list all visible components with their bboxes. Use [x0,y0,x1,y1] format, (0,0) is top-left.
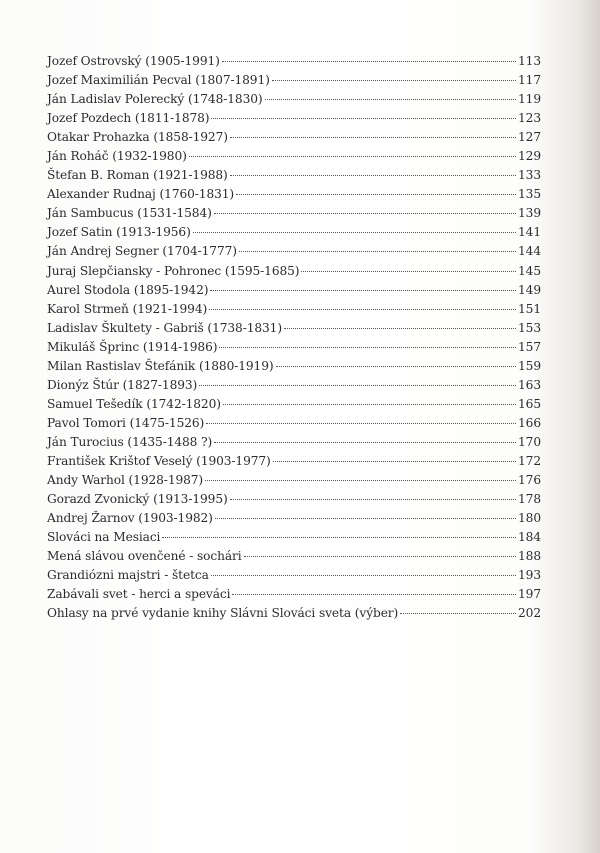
dot-leader [162,537,516,538]
toc-entry [47,302,541,321]
dot-leader [244,556,516,557]
dot-leader [230,137,516,138]
toc-entry-title: Jozef Satin (1913-1956) [47,225,191,240]
toc-entry-page-number: 176 [518,473,541,488]
toc-entry-title: Samuel Tešedík (1742-1820) [47,396,221,411]
toc-entry-page-number: 113 [518,54,541,68]
toc-entry-page-number: 123 [518,111,541,126]
toc-entry [47,130,541,149]
toc-entry-page-number: 117 [518,73,541,88]
dot-leader [215,518,516,519]
toc-entry [47,149,541,168]
toc-entry-page-number: 178 [518,492,541,507]
toc-entry [47,283,541,302]
toc-entry [47,397,541,416]
toc-entry [47,340,541,359]
toc-entry-title: Mená slávou ovenčené - sochári [47,549,242,564]
dot-leader [219,347,516,348]
toc-entry-title: František Krištof Veselý (1903-1977) [47,453,271,468]
toc-entry-page-number: 119 [518,92,541,107]
toc-entry-page-number: 165 [518,396,541,411]
dot-leader [230,175,516,176]
toc-entry [47,549,541,568]
toc-entry-title: Aurel Stodola (1895-1942) [47,282,209,297]
toc-entry-page-number: 188 [518,549,541,564]
toc-entry [47,168,541,187]
dot-leader [236,194,516,195]
toc-entry [47,606,541,625]
dot-leader [239,251,516,252]
dot-leader [301,271,516,272]
toc-entry-page-number: 129 [518,149,541,164]
toc-entry [47,511,541,530]
toc-entry-page-number: 180 [518,511,541,526]
dot-leader [400,613,516,614]
toc-entry-title: Ján Ladislav Polerecký (1748-1830) [47,92,263,107]
toc-entry-title: Andy Warhol (1928-1987) [47,473,204,488]
toc-entry-page-number: 139 [518,206,541,221]
toc-entry-title: Jozef Ostrovský (1905-1991) [47,54,220,68]
toc-entry [47,187,541,206]
toc-entry-page-number: 193 [518,568,541,583]
dot-leader [199,385,516,386]
dot-leader [211,575,516,576]
dot-leader [205,480,516,481]
toc-entry [47,244,541,263]
toc-entry-page-number: 163 [518,377,541,392]
toc-entry-page-number: 149 [518,282,541,297]
toc-entry-page-number: 197 [518,587,541,602]
dot-leader [223,404,516,405]
toc-entry [47,530,541,549]
toc-entry-title: Grandiózni majstri - štetca [47,568,209,583]
toc-entry [47,321,541,340]
dot-leader [214,442,516,443]
toc-entry [47,378,541,397]
dot-leader [211,118,516,119]
toc-entry-title: Gorazd Zvonický (1913-1995) [47,492,228,507]
toc-entry [47,359,541,378]
dot-leader [230,499,516,500]
toc-entry-page-number: 135 [518,187,541,202]
dot-leader [272,80,516,81]
toc-entry [47,435,541,454]
toc-entry [47,416,541,435]
toc-entry [47,73,541,92]
toc-entry-page-number: 127 [518,130,541,145]
toc-entry [47,111,541,130]
toc-entry-title: Ján Roháč (1932-1980) [47,149,187,164]
toc-entry-page-number: 184 [518,530,541,545]
toc-entry-page-number: 157 [518,339,541,354]
dot-leader [193,232,516,233]
dot-leader [214,213,516,214]
toc-entry-title: Mikuláš Šprinc (1914-1986) [47,339,218,354]
toc-entry-title: Zabávali svet - herci a speváci [47,587,231,602]
toc-entry [47,587,541,606]
toc-entry-page-number: 172 [518,453,541,468]
dot-leader [210,290,516,291]
dot-leader [209,309,516,310]
toc-entry-page-number: 153 [518,320,541,335]
toc-entry-title: Ján Andrej Segner (1704-1777) [47,244,237,259]
toc-entry-page-number: 170 [518,434,541,449]
toc-entry-title: Andrej Žarnov (1903-1982) [47,511,213,526]
toc-entry-title: Jozef Maximilián Pecval (1807-1891) [47,73,270,88]
toc-entry-title: Ján Turocius (1435-1488 ?) [47,434,213,449]
toc-entry [47,454,541,473]
toc-entry-title: Karol Strmeň (1921-1994) [47,301,208,316]
dot-leader [222,61,516,62]
toc-entry [47,92,541,111]
toc-entry-title: Juraj Slepčiansky - Pohronec (1595-1685) [47,263,300,278]
toc-entry [47,264,541,283]
toc-entry-page-number: 166 [518,415,541,430]
dot-leader [206,423,516,424]
toc-entry-title: Pavol Tomori (1475-1526) [47,415,205,430]
toc-entry-title: Ján Sambucus (1531-1584) [47,206,212,221]
toc-entry-title: Otakar Prohazka (1858-1927) [47,130,228,145]
toc-entry-title: Ladislav Škultety - Gabriš (1738-1831) [47,320,282,335]
toc-entry-page-number: 202 [518,606,541,621]
toc-entry-title: Alexander Rudnaj (1760-1831) [47,187,235,202]
dot-leader [284,328,516,329]
toc-entry-page-number: 141 [518,225,541,240]
toc-entry [47,225,541,244]
toc-entry-title: Ohlasy na prvé vydanie knihy Slávni Slováci sveta (výber) [47,606,399,621]
toc-entry-title: Milan Rastislav Štefánik (1880-1919) [47,358,274,373]
toc-entry-page-number: 133 [518,168,541,183]
toc-entry [47,473,541,492]
toc-entry [47,492,541,511]
toc-entry-page-number: 145 [518,263,541,278]
toc-entry-title: Dionýz Štúr (1827-1893) [47,377,198,392]
toc-entry-page-number: 159 [518,358,541,373]
toc-entry-page-number: 144 [518,244,541,259]
toc-entry-title: Štefan B. Roman (1921-1988) [47,168,228,183]
dot-leader [265,99,516,100]
toc-entry [47,54,541,73]
toc-entry-title: Jozef Pozdech (1811-1878) [47,111,210,126]
dot-leader [232,594,516,595]
toc-entry [47,206,541,225]
dot-leader [273,461,516,462]
table-of-contents [47,54,541,625]
toc-entry [47,568,541,587]
toc-entry-title: Slováci na Mesiaci [47,530,161,545]
dot-leader [276,366,517,367]
dot-leader [189,156,516,157]
toc-entry-page-number: 151 [518,301,541,316]
